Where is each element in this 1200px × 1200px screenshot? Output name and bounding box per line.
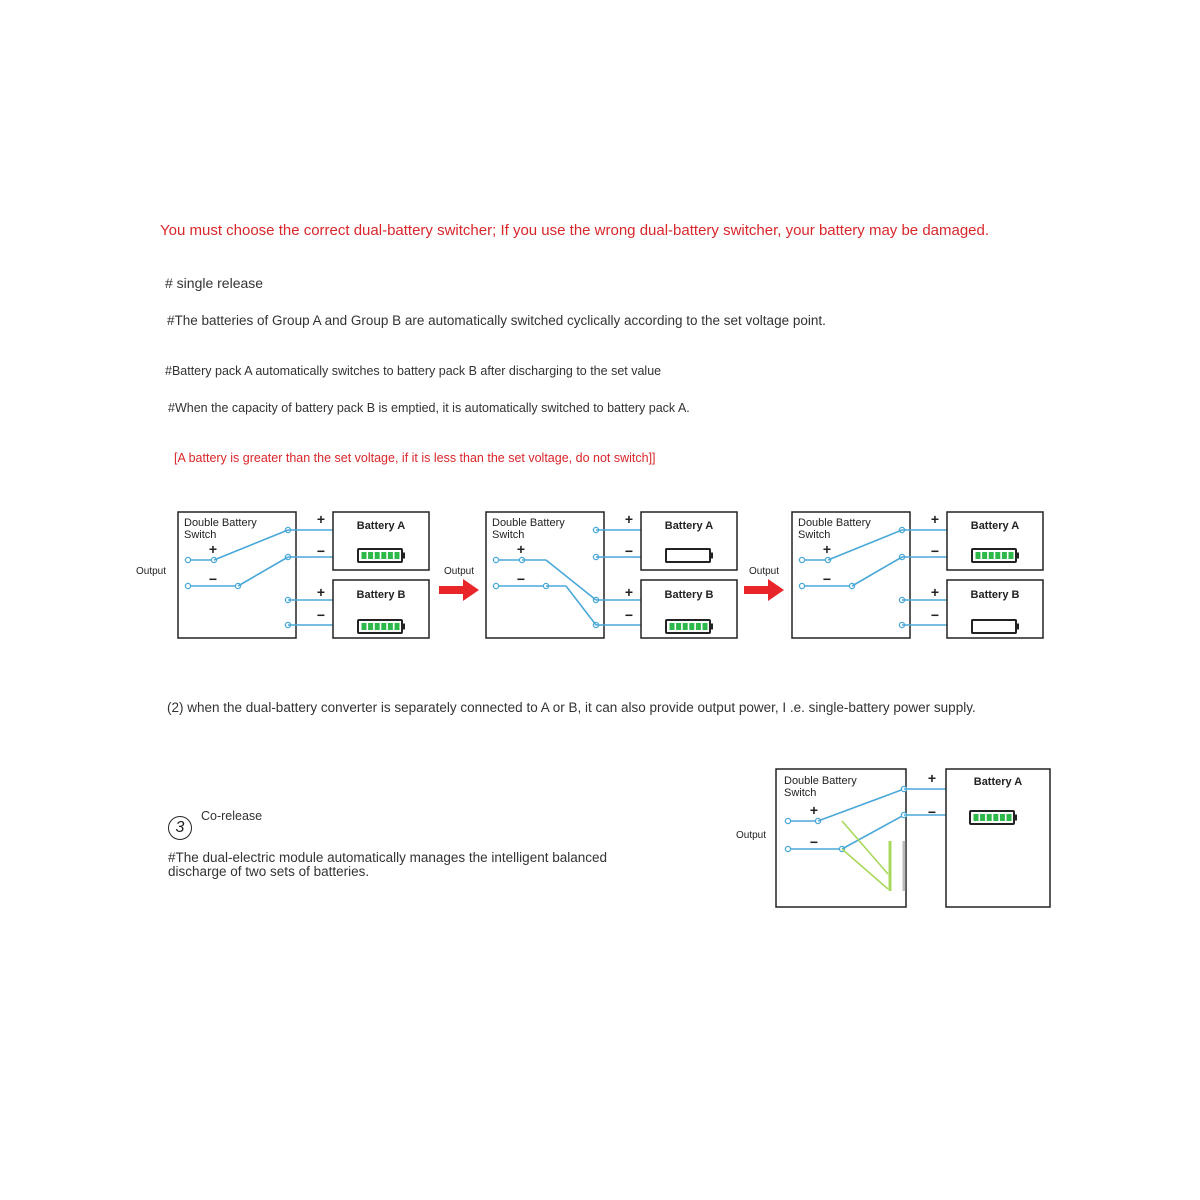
battery-charge-cell <box>976 552 981 559</box>
battery-icon-tip <box>710 624 713 630</box>
battery-charge-cell <box>987 814 992 821</box>
battery-charge-cell <box>993 814 998 821</box>
terminal-node <box>185 583 190 588</box>
battery-charge-cell <box>375 552 380 559</box>
step-number-circle: 3 <box>168 816 192 840</box>
switch-label: Switch <box>798 529 831 541</box>
lead-minus-label: − <box>316 543 326 559</box>
battery-charge-cell <box>395 623 400 630</box>
battery-charge-cell <box>989 552 994 559</box>
battery-charge-cell <box>362 623 367 630</box>
single-release-line-3: #When the capacity of battery pack B is emptied, it is automatically switched to battery pack A. <box>168 401 690 415</box>
battery-charge-cell <box>982 552 987 559</box>
single-battery-supply-text: (2) when the dual-battery converter is separately connected to A or B, it can also provide output power, I .e. single-battery power supply. <box>167 700 976 715</box>
lead-plus-label: + <box>624 584 634 600</box>
switch-label: Switch <box>184 529 217 541</box>
output-label: Output <box>749 566 780 577</box>
lead-minus-label: − <box>624 543 634 559</box>
terminal-node <box>185 557 190 562</box>
battery-charge-cell <box>1000 814 1005 821</box>
battery-charge-cell <box>696 623 701 630</box>
switch-label: Double Battery <box>798 517 871 529</box>
battery-charge-cell <box>1002 552 1007 559</box>
battery-charge-cell <box>381 552 386 559</box>
battery-b-label: Battery B <box>970 589 1020 601</box>
lead-minus-label: − <box>927 804 937 820</box>
terminal-node <box>493 557 498 562</box>
lead-plus-label: + <box>930 511 940 527</box>
lead-plus-label: + <box>927 770 937 786</box>
terminal-node <box>493 583 498 588</box>
switch-label: Double Battery <box>492 517 565 529</box>
lead-plus-label: + <box>316 511 326 527</box>
battery-b-label: Battery B <box>356 589 406 601</box>
switch-plus-label: + <box>208 541 218 557</box>
warning-text: You must choose the correct dual-battery switcher; If you use the wrong dual-battery switcher, your battery may be damaged. <box>160 222 990 239</box>
switch-minus-label: − <box>208 571 218 587</box>
battery-a-label: Battery A <box>970 520 1020 532</box>
switch-minus-label: − <box>516 571 526 587</box>
battery-charge-cell <box>1009 552 1014 559</box>
switch-plus-label: + <box>809 802 819 818</box>
single-release-line-1: #The batteries of Group A and Group B are automatically switched cyclically according to the set voltage point. <box>167 313 826 328</box>
battery-a-label: Battery A <box>356 520 406 532</box>
terminal-node <box>799 583 804 588</box>
battery-charge-cell <box>395 552 400 559</box>
battery-charge-cell <box>362 552 367 559</box>
battery-charge-cell <box>1007 814 1012 821</box>
lead-minus-label: − <box>930 607 940 623</box>
battery-charge-cell <box>676 623 681 630</box>
switch-minus-label: − <box>809 834 819 850</box>
battery-a-box <box>946 769 1050 907</box>
co-release-text: #The dual-electric module automatically manages the intelligent balanced discharge of two sets of batteries. <box>168 850 608 879</box>
battery-charge-cell <box>689 623 694 630</box>
single-release-heading: # single release <box>165 275 264 291</box>
co-release-label: Co-release <box>201 809 263 823</box>
battery-charge-cell <box>683 623 688 630</box>
battery-charge-cell <box>381 623 386 630</box>
battery-icon-empty <box>972 620 1016 633</box>
battery-a-label: Battery A <box>664 520 714 532</box>
lead-minus-label: − <box>316 607 326 623</box>
battery-charge-cell <box>388 552 393 559</box>
terminal-node <box>799 557 804 562</box>
switch-label: Double Battery <box>184 517 257 529</box>
battery-charge-cell <box>388 623 393 630</box>
switch-plus-label: + <box>516 541 526 557</box>
battery-icon-tip <box>1014 815 1017 821</box>
battery-charge-cell <box>368 552 373 559</box>
lead-minus-label: − <box>624 607 634 623</box>
output-label: Output <box>444 566 475 577</box>
switch-label: Switch <box>492 529 525 541</box>
battery-charge-cell <box>980 814 985 821</box>
battery-icon-tip <box>402 624 405 630</box>
output-label: Output <box>736 830 767 841</box>
battery-charge-cell <box>375 623 380 630</box>
battery-charge-cell <box>974 814 979 821</box>
battery-icon-tip <box>402 553 405 559</box>
terminal-node <box>785 818 790 823</box>
sequence-arrow <box>744 579 784 601</box>
battery-icon-tip <box>1016 553 1019 559</box>
lead-plus-label: + <box>930 584 940 600</box>
switch-label: Double Battery <box>784 775 857 787</box>
battery-charge-cell <box>368 623 373 630</box>
battery-charge-cell <box>703 623 708 630</box>
battery-charge-cell <box>995 552 1000 559</box>
lead-plus-label: + <box>316 584 326 600</box>
output-label: Output <box>136 566 167 577</box>
single-release-line-2: #Battery pack A automatically switches to battery pack B after discharging to the set value <box>165 364 662 378</box>
switch-plus-label: + <box>822 541 832 557</box>
set-voltage-note: [A battery is greater than the set voltage, if it is less than the set voltage, do not switch]] <box>174 451 656 465</box>
battery-charge-cell <box>670 623 675 630</box>
lead-plus-label: + <box>624 511 634 527</box>
battery-b-label: Battery B <box>664 589 714 601</box>
battery-a-label: Battery A <box>973 776 1023 788</box>
battery-icon-empty <box>666 549 710 562</box>
switch-minus-label: − <box>822 571 832 587</box>
lead-minus-label: − <box>930 543 940 559</box>
sequence-arrow <box>439 579 479 601</box>
terminal-node <box>785 846 790 851</box>
switch-label: Switch <box>784 787 817 799</box>
